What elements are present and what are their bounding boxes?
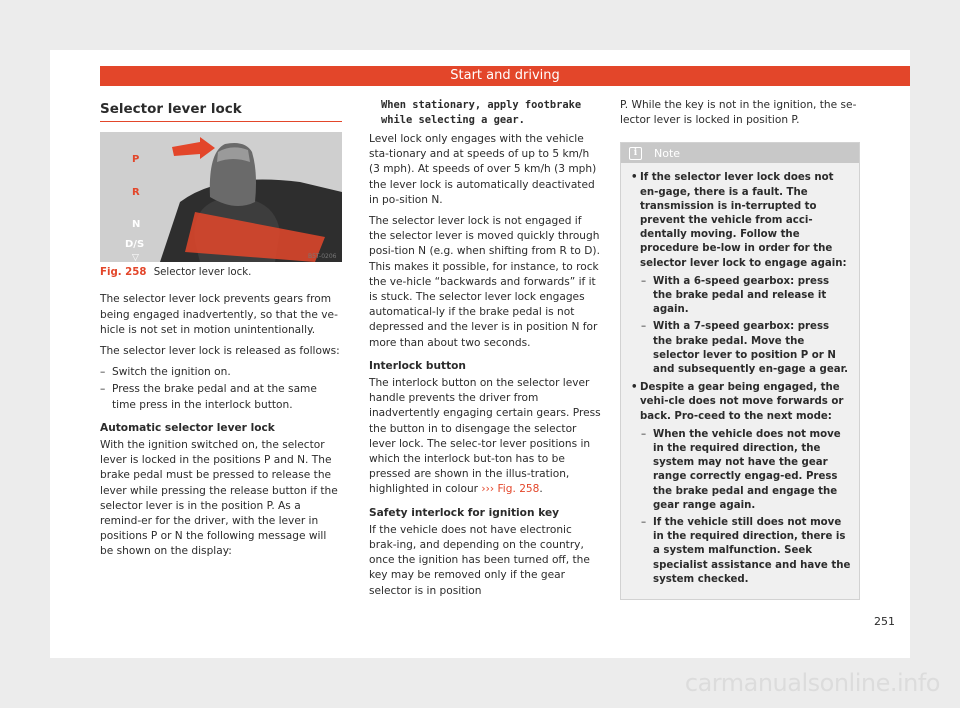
display-message: When stationary, apply footbrake while selecting a gear. bbox=[381, 99, 582, 126]
figure-caption-text: Selector lever lock. bbox=[153, 267, 252, 279]
list-item: – With a 6-speed gearbox: press the brake pedal and release it again. bbox=[641, 275, 851, 318]
note-header bbox=[621, 143, 859, 163]
watermark: carmanualsonline.info bbox=[684, 669, 940, 697]
gear-label-p: P bbox=[132, 154, 140, 166]
paragraph: If the vehicle does not have electronic brak-ing, and depending on the country, once the ignition has been turned off, the key may be removed only if the gear selector is in position bbox=[369, 523, 590, 597]
gear-label-ds: D/S bbox=[125, 239, 145, 251]
note-bullet: • If the selector lever lock does not en-gage, there is a fault. The transmission is in-terrupted to prevent the vehicle from acci-dentally moving. Follow the procedure be-low in order for the selector lever lock to engage again: bbox=[631, 171, 851, 270]
manual-page bbox=[50, 50, 910, 658]
list-item: – With a 7-speed gearbox: press the brake pedal. Move the selector lever to position P or N and subsequently en-gage a gear. bbox=[641, 320, 851, 377]
figure-caption bbox=[100, 265, 342, 280]
info-icon: i bbox=[629, 147, 642, 160]
note-box bbox=[620, 142, 860, 600]
column-middle bbox=[369, 98, 601, 605]
chapter-header: Start and driving bbox=[100, 66, 910, 86]
list-item: – Switch the ignition on. bbox=[100, 365, 342, 380]
paragraph: The selector lever lock is not engaged if the selector lever is moved quickly through posi-tion N (e.g. when shifting from R to D). This makes it possible, for instance, to rock the ve-hicle “backwards and forwards” if it is stuck. The selector lever lock engages automatical-ly if the brake pedal is not depressed and the lever is in position N for more than about two seconds. bbox=[369, 215, 600, 349]
list-item: – When the vehicle does not move in the required direction, the system may not have the gear range correctly engag-ed. Press the brake pedal and engage the gear range again. bbox=[641, 428, 851, 513]
figure-link[interactable]: ››› Fig. 258 bbox=[481, 483, 540, 496]
paragraph: P. While the key is not in the ignition, the se-lector lever is locked in position P. bbox=[620, 99, 857, 127]
paragraph: Level lock only engages with the vehicle sta-tionary and at speeds of up to 5 km/h (3 mph). At speeds of over 5 km/h (3 mph) the lever lock is automatically deactivated in po-sition N. bbox=[369, 133, 597, 206]
subheading: Interlock button bbox=[369, 359, 466, 372]
list-item: – Press the brake pedal and at the same time press in the interlock button. bbox=[100, 382, 342, 412]
list-item: – If the vehicle still does not move in the required direction, there is a system malfunction. Seek specialist assistance and have the system checked. bbox=[641, 516, 851, 587]
note-sub-list bbox=[641, 428, 851, 587]
paragraph: The selector lever lock prevents gears from being engaged inadvertently, so that the ve-hicle is not set in motion unintentionally. bbox=[100, 293, 338, 336]
note-title: Note bbox=[654, 146, 681, 160]
paragraph: With the ignition switched on, the selector lever is locked in the positions P and N. The brake pedal must be pressed to release the lever while pressing the release button if the selector lever is in the position P. As a remind-er for the driver, with the lever in positions P or N the following message will be shown on the display: bbox=[100, 439, 338, 558]
paragraph: The selector lever lock is released as follows: bbox=[100, 345, 340, 358]
subheading: Automatic selector lever lock bbox=[100, 421, 275, 434]
figure-code: B5T-0206 bbox=[308, 253, 337, 261]
selector-lever-illustration bbox=[100, 132, 342, 262]
section-title: Selector lever lock bbox=[100, 102, 342, 122]
page-number: 251 bbox=[874, 615, 895, 628]
step-list bbox=[100, 365, 342, 413]
note-body bbox=[621, 163, 859, 599]
selector-lever-figure bbox=[100, 132, 342, 262]
figure-number: Fig. 258 bbox=[100, 267, 147, 279]
column-right bbox=[620, 98, 860, 600]
note-sub-list bbox=[641, 275, 851, 377]
paragraph: The interlock button on the selector lever handle prevents the driver from inadvertently engaging certain gears. Press the button in to disengage the selector lever lock. The selec-tor lever positions in which the interlock but-ton has to be pressed are shown in the illus-tration, highlighted in colour ››› Fig. 258. bbox=[369, 377, 601, 496]
note-bullet: • Despite a gear being engaged, the vehi-cle does not move forwards or back. Pro-ceed to the next mode: bbox=[631, 381, 851, 424]
gear-label-arrow: ▽ bbox=[132, 253, 139, 263]
paragraph-text: The interlock button on the selector lever handle prevents the driver from inadvertently engaging certain gears. Press the button in to disengage the selector lever lock. The selec-tor lever positions in which the interlock but-ton has to be pressed are shown in the illus-tration, highlighted in colour bbox=[369, 377, 601, 496]
gear-label-n: N bbox=[132, 219, 141, 231]
subheading: Safety interlock for ignition key bbox=[369, 506, 560, 519]
gear-label-r: R bbox=[132, 187, 140, 199]
column-left bbox=[100, 98, 342, 566]
